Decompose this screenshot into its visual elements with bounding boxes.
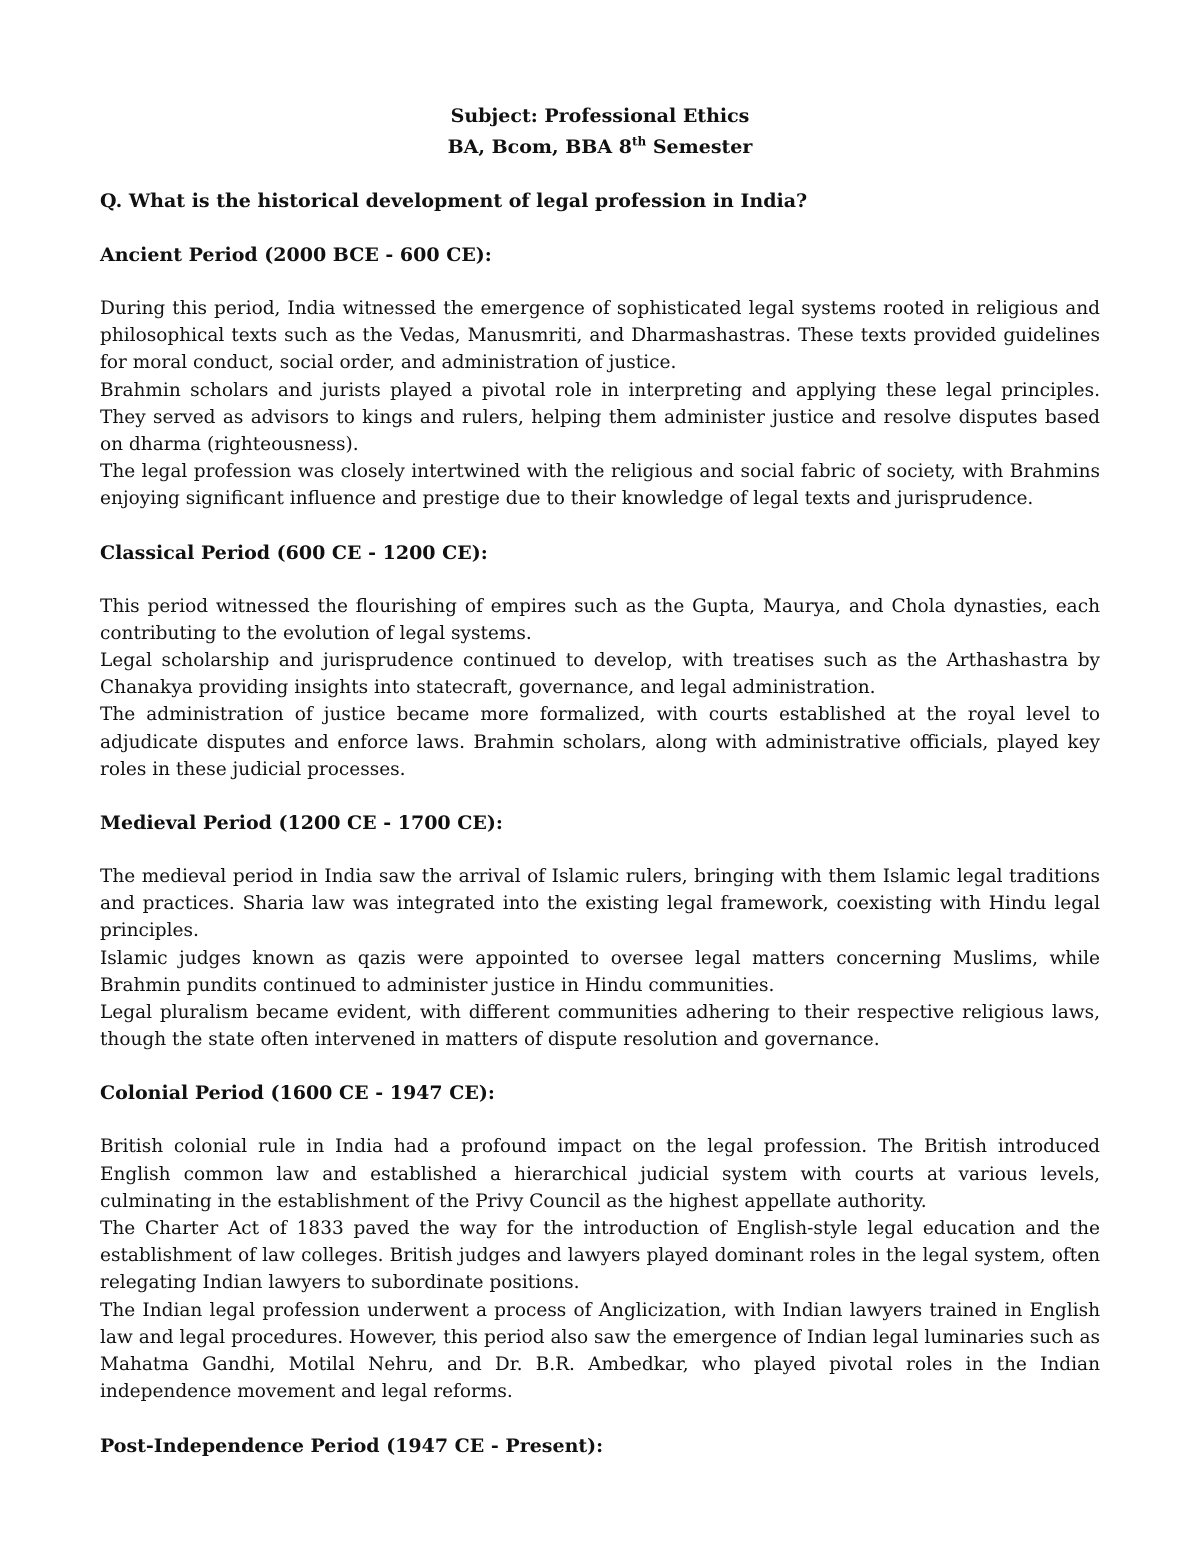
course-suffix: Semester	[646, 136, 753, 158]
section-body-colonial	[100, 1133, 1100, 1405]
paragraph: The administration of justice became more formalized, with courts established at the royal level to adjudicate disputes and enforce laws. Brahmin scholars, along with administrative officials, played key roles in these judicial processes.	[100, 704, 1100, 780]
paragraph: British colonial rule in India had a profound impact on the legal profession. The British introduced English common law and established a hierarchical judicial system with courts at various levels, culminating in the establishment of the Privy Council as the highest appellate authority.	[100, 1136, 1100, 1212]
paragraph: Islamic judges known as qazis were appointed to oversee legal matters concerning Muslims, while Brahmin pundits continued to administer justice in Hindu communities.	[100, 947, 1100, 996]
paragraph: The Charter Act of 1833 paved the way for the introduction of English-style legal education and the establishment of law colleges. British judges and lawyers played dominant roles in the legal system, often relegating Indian lawyers to subordinate positions.	[100, 1218, 1100, 1294]
paragraph: The legal profession was closely intertwined with the religious and social fabric of society, with Brahmins enjoying significant influence and prestige due to their knowledge of legal texts and jurisprudence.	[100, 461, 1100, 510]
section-title-medieval: Medieval Period (1200 CE - 1700 CE):	[100, 812, 503, 835]
paragraph: The Indian legal profession underwent a process of Anglicization, with Indian lawyers trained in English law and legal procedures. However, this period also saw the emergence of Indian legal luminaries such as Mahatma Gandhi, Motilal Nehru, and Dr. B.R. Ambedkar, who played pivotal roles in the Indian independence movement and legal reforms.	[100, 1299, 1100, 1403]
section-title-post-independence: Post-Independence Period (1947 CE - Present):	[100, 1434, 604, 1457]
paragraph: The medieval period in India saw the arrival of Islamic rulers, bringing with them Islamic legal traditions and practices. Sharia law was integrated into the existing legal framework, coexisting with Hindu legal principles.	[100, 866, 1100, 942]
section-body-classical	[100, 593, 1100, 783]
section-body-ancient	[100, 295, 1100, 513]
course-line	[100, 132, 1100, 163]
paragraph: During this period, India witnessed the emergence of sophisticated legal systems rooted in religious and philosophical texts such as the Vedas, Manusmriti, and Dharmashastras. These texts provided guidelines for moral conduct, social order, and administration of justice.	[100, 298, 1100, 374]
section-title-classical: Classical Period (600 CE - 1200 CE):	[100, 541, 488, 564]
section-body-medieval	[100, 863, 1100, 1053]
section-title-colonial: Colonial Period (1600 CE - 1947 CE):	[100, 1082, 495, 1105]
course-prefix: BA, Bcom, BBA 8	[447, 136, 632, 158]
paragraph: Legal pluralism became evident, with different communities adhering to their respective religious laws, though the state often intervened in matters of dispute resolution and governance.	[100, 1002, 1100, 1051]
paragraph: This period witnessed the flourishing of empires such as the Gupta, Maurya, and Chola dynasties, each contributing to the evolution of legal systems.	[100, 595, 1100, 644]
course-superscript: th	[631, 134, 647, 149]
question-heading: Q. What is the historical development of legal profession in India?	[100, 190, 808, 212]
paragraph: Legal scholarship and jurisprudence continued to develop, with treatises such as the Arthashastra by Chanakya providing insights into statecraft, governance, and legal administration.	[100, 650, 1100, 699]
subject-line: Subject: Professional Ethics	[450, 105, 750, 127]
document-header	[100, 101, 1100, 163]
paragraph: Brahmin scholars and jurists played a pivotal role in interpreting and applying these legal principles. They served as advisors to kings and rulers, helping them administer justice and resolve disputes based on dharma (righteousness).	[100, 379, 1100, 456]
section-title-ancient: Ancient Period (2000 BCE - 600 CE):	[100, 244, 492, 266]
document-page	[100, 101, 1100, 1460]
